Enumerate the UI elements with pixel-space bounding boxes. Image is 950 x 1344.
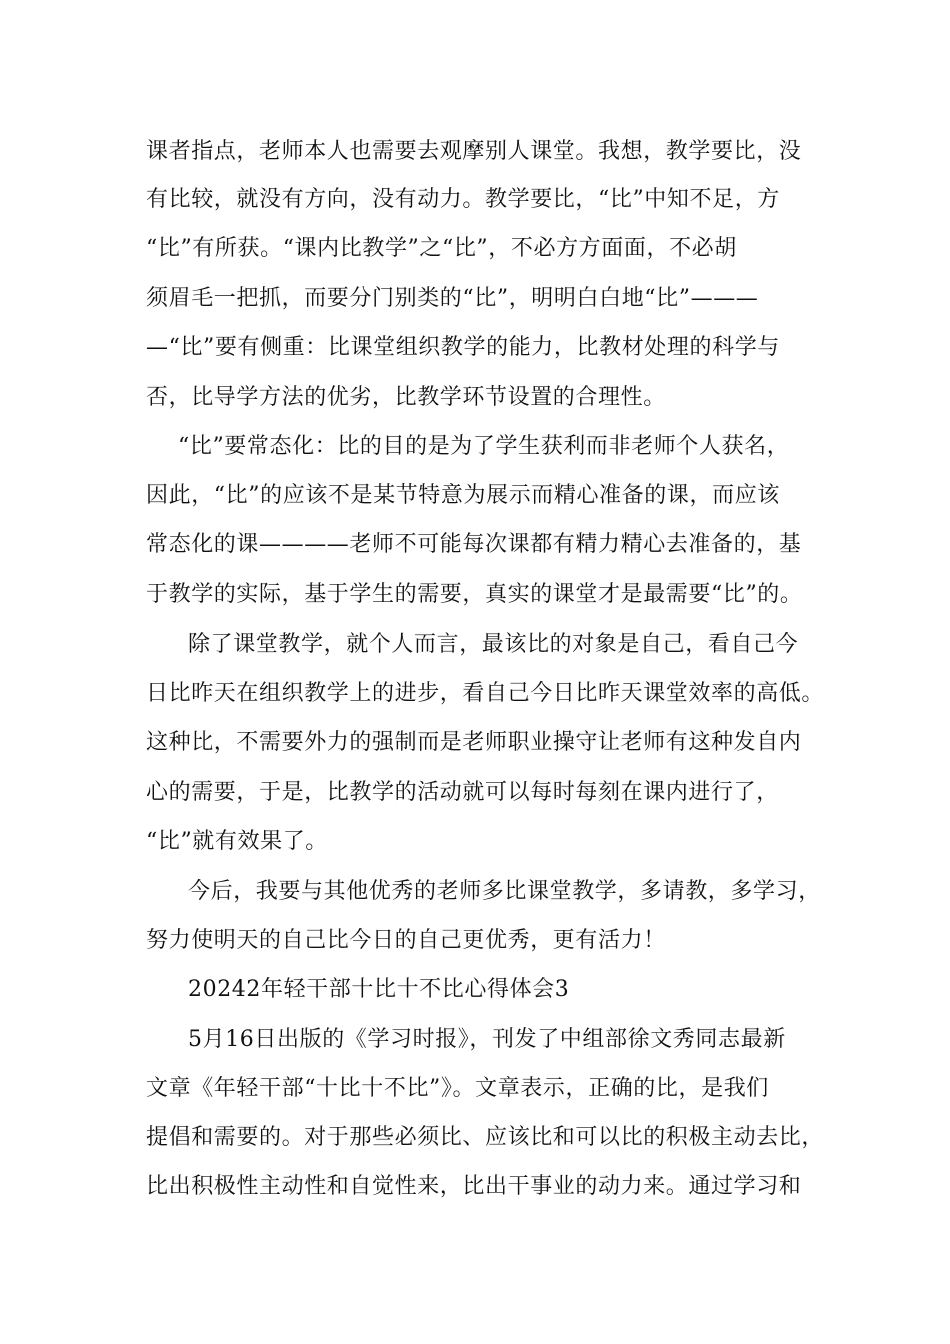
text-line: 心的需要，于是，比教学的活动就可以每时每刻在课内进行了， (146, 780, 779, 805)
text-line: 文章《年轻干部“十比十不比”》。文章表示，正确的比，是我们 (146, 1076, 769, 1101)
paragraph-first-line: 除了课堂教学，就个人而言，最该比的对象是自己，看自己今 (188, 632, 799, 657)
text-line: 须眉毛一把抓，而要分门别类的“比”，明明白白地“比”——— (146, 286, 759, 311)
section-heading: 20242年轻干部十比十不比心得体会3 (188, 977, 570, 1002)
text-line: “比”就有效果了。 (146, 829, 328, 854)
text-line: 课者指点，老师本人也需要去观摩别人课堂。我想，教学要比，没 (146, 139, 802, 164)
text-line: 提倡和需要的。对于那些必须比、应该比和可以比的积极主动去比， (146, 1125, 825, 1150)
text-line: 因此，“比”的应该不是某节特意为展示而精心准备的课，而应该 (146, 483, 780, 508)
text-line: 有比较，就没有方向，没有动力。教学要比，“比”中知不足，方 (146, 187, 780, 212)
text-line: —“比”要有侧重：比课堂组织教学的能力，比教材处理的科学与 (146, 335, 780, 360)
text-line: 于教学的实际，基于学生的需要，真实的课堂才是最需要“比”的。 (146, 582, 803, 607)
paragraph-first-line: 今后，我要与其他优秀的老师多比课堂教学，多请教，多学习， (188, 879, 821, 904)
paragraph-first-line: 5月16日出版的《学习时报》，刊发了中组部徐文秀同志最新 (188, 1027, 786, 1052)
text-line: 常态化的课————老师不可能每次课都有精力精心去准备的，基 (146, 532, 802, 557)
text-line: 否，比导学方法的优劣，比教学环节设置的合理性。 (146, 385, 666, 410)
paragraph-first-line: “比”要常态化：比的目的是为了学生获利而非老师个人获名， (178, 434, 790, 459)
text-line: 这种比，不需要外力的强制而是老师职业操守让老师有这种发自内 (146, 730, 802, 755)
text-line: 努力使明天的自己比今日的自己更优秀，更有活力！ (146, 928, 666, 953)
text-line: 比出积极性主动性和自觉性来，比出干事业的动力来。通过学习和 (146, 1174, 802, 1199)
text-line: 日比昨天在组织教学上的进步，看自己今日比昨天课堂效率的高低。 (146, 681, 825, 706)
text-line: “比”有所获。“课内比教学”之“比”，不必方方面面，不必胡 (146, 236, 737, 261)
